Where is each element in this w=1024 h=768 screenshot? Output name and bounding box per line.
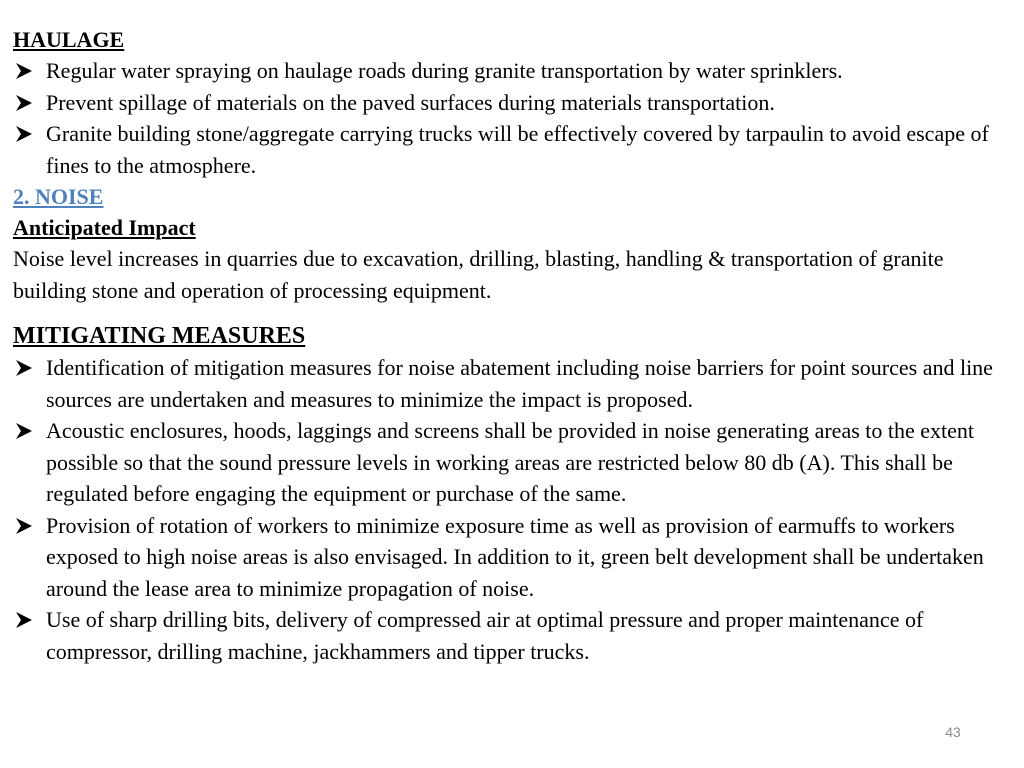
bullet-text: Granite building stone/aggregate carrying trucks will be effectively covered by tarpaulin to avoid escape of fines to the atmosphere.	[46, 121, 989, 178]
bullet-text: Provision of rotation of workers to minimize exposure time as well as provision of earmuffs to workers exposed to high noise areas is also envisaged. In addition to it, green belt development shall be undertaken around the lease area to minimize propagation of noise.	[46, 512, 984, 601]
arrowhead-bullet-icon	[15, 517, 33, 535]
list-item	[13, 352, 1018, 415]
arrowhead-bullet-icon	[15, 359, 33, 377]
anticipated-impact-paragraph: Noise level increases in quarries due to excavation, drilling, blasting, handling & transportation of granite building stone and operation of processing equipment.	[13, 246, 944, 303]
noise-section-title: 2. NOISE	[13, 184, 104, 209]
bullet-text: Identification of mitigation measures for noise abatement including noise barriers for point sources and line sources are undertaken and measures to minimize the impact is proposed.	[46, 355, 993, 412]
arrowhead-bullet-icon	[15, 62, 33, 80]
haulage-heading: HAULAGE	[13, 27, 125, 52]
arrowhead-bullet-icon	[15, 94, 33, 112]
arrowhead-bullet-icon	[15, 422, 33, 440]
bullet-text: Use of sharp drilling bits, delivery of compressed air at optimal pressure and proper maintenance of compressor, drilling machine, jackhammers and tipper trucks.	[46, 607, 924, 664]
list-item	[13, 55, 1018, 87]
mitigating-bullet-list	[13, 352, 1018, 667]
list-item	[13, 510, 1018, 605]
mitigating-measures-heading: MITIGATING MEASURES	[13, 323, 306, 349]
arrowhead-bullet-icon	[15, 125, 33, 143]
bullet-text: Regular water spraying on haulage roads during granite transportation by water sprinklers.	[46, 58, 843, 83]
bullet-text: Acoustic enclosures, hoods, laggings and screens shall be provided in noise generating areas to the extent possible so that the sound pressure levels in working areas are restricted below 80 db (A). This shall be regulated before engaging the equipment or purchase of the same.	[46, 418, 975, 506]
list-item	[13, 87, 1018, 119]
list-item	[13, 415, 1018, 510]
haulage-bullet-list	[13, 55, 1018, 181]
list-item	[13, 118, 1018, 181]
bullet-text: Prevent spillage of materials on the paved surfaces during materials transportation.	[46, 89, 775, 115]
list-item	[13, 604, 1018, 667]
slide-content	[13, 24, 1018, 667]
arrowhead-bullet-icon	[15, 611, 33, 629]
page-number: 43	[945, 724, 961, 740]
anticipated-impact-heading: Anticipated Impact	[13, 215, 196, 240]
